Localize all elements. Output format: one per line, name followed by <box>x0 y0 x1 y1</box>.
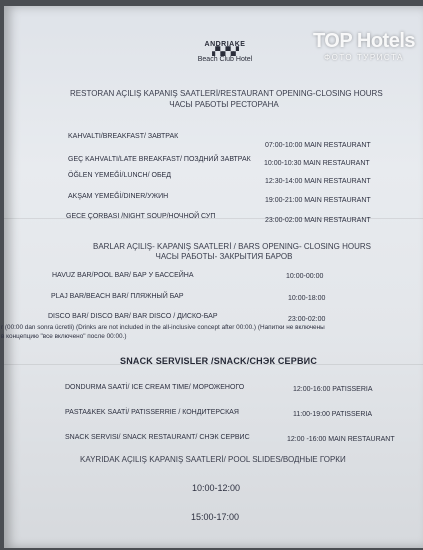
bar-row-label: HAVUZ BAR/POOL BAR/ БАР У БАССЕЙНА <box>52 272 194 279</box>
restaurant-row-hours: 07:00-10:00 MAIN RESTAURANT <box>265 142 371 149</box>
restaurant-row-label: ÖĞLEN YEMEĞİ/LUNCH/ ОБЕД <box>68 172 171 179</box>
slides-title: KAYRIDAK AÇILIŞ KAPANIŞ SAATLERİ/ POOL SLIDES/ВОДНЫЕ ГОРКИ <box>80 455 346 464</box>
restaurant-title-ru: ЧАСЫ РАБОТЫ РЕСТОРАНА <box>169 100 279 109</box>
hotel-emblem-icon: ▞▚▞▚▞ <box>212 47 238 56</box>
slides-time: 15:00-17:00 <box>191 512 240 522</box>
snack-row-label: PASTA&KEK SAATİ/ PATISSERRIE / КОНДИТЕРСКАЯ <box>65 409 239 416</box>
menu-sheet <box>1 6 423 548</box>
snack-title: SNACK SERVISLER /SNACK/СНЭК СЕРВИС <box>120 356 318 366</box>
hotel-logo <box>180 41 270 63</box>
hotel-subtitle: Beach Club Hotel <box>197 56 253 63</box>
snack-row-label: SNACK SERVISI/ SNACK RESTAURANT/ СНЭК СЕРВИС <box>65 434 250 441</box>
bar-row-hours: 10:00-00:00 <box>286 273 324 280</box>
restaurant-row-hours: 19:00-21:00 MAIN RESTAURANT <box>265 197 371 204</box>
snack-row-hours: 11:00-19:00 PATISSERIA <box>293 411 372 418</box>
restaurant-row-hours: 12:30-14:00 MAIN RESTAURANT <box>265 178 371 185</box>
restaurant-row-label: GEÇ KAHVALTI/LATE BREAKFAST/ ПОЗДНИЙ ЗАВТРАК <box>68 156 251 163</box>
snack-row-hours: 12:00 -16:00 MAIN RESTAURANT <box>287 436 395 443</box>
bar-row-label: DISCO BAR/ DISCO BAR/ BAR DISCO / ДИСКО-БАР <box>48 313 218 320</box>
restaurant-row-hours: 10:00-10:30 MAIN RESTAURANT <box>264 160 370 167</box>
bars-title-ru: ЧАСЫ РАБОТЫ- ЗАКРЫТИЯ БАРОВ <box>155 252 293 261</box>
bar-row-hours: 10:00-18:00 <box>288 295 326 302</box>
watermark <box>309 30 419 80</box>
restaurant-row-label: AKŞAM YEMEĞİ/DINER/УЖИН <box>68 193 169 200</box>
restaurant-row-label: GECE ÇORBASI /NIGHT SOUP/НОЧНОЙ СУП <box>66 213 216 220</box>
bar-note: r (00:00 dan sonra ücretli) (Drinks are not included in the all-inclusive concept after 00:00.) (Напитки не включены <box>1 324 325 331</box>
watermark-subtitle: ФОТО ТУРИСТА <box>324 53 404 62</box>
bar-row-label: PLAJ BAR/BEACH BAR/ ПЛЯЖНЫЙ БАР <box>51 293 184 300</box>
restaurant-title: RESTORAN AÇILIŞ KAPANIŞ SAATLERİ/RESTAURANT OPENING-CLOSING HOURS <box>70 89 383 98</box>
watermark-brand: TOP Hotels <box>312 30 416 52</box>
bar-row-hours: 23:00-02:00 <box>288 316 326 323</box>
slides-time: 10:00-12:00 <box>192 483 241 493</box>
snack-row-hours: 12:00-16:00 PATISSERIA <box>293 386 373 393</box>
bars-title: BARLAR AÇILIŞ- KAPANIŞ SAATLERİ / BARS OPENING- CLOSING HOURS <box>93 242 371 251</box>
bar-note: в концепцию "все включено" после 00:00.) <box>1 333 127 340</box>
restaurant-row-hours: 23:00-02:00 MAIN RESTAURANT <box>265 217 371 224</box>
restaurant-row-label: KAHVALTI/BREAKFAST/ ЗАВТРАК <box>68 133 179 140</box>
snack-row-label: DONDURMA SAATİ/ ICE CREAM TIME/ МОРОЖЕНОГО <box>65 384 245 391</box>
hotel-name: ANDRIAKE <box>204 41 246 48</box>
